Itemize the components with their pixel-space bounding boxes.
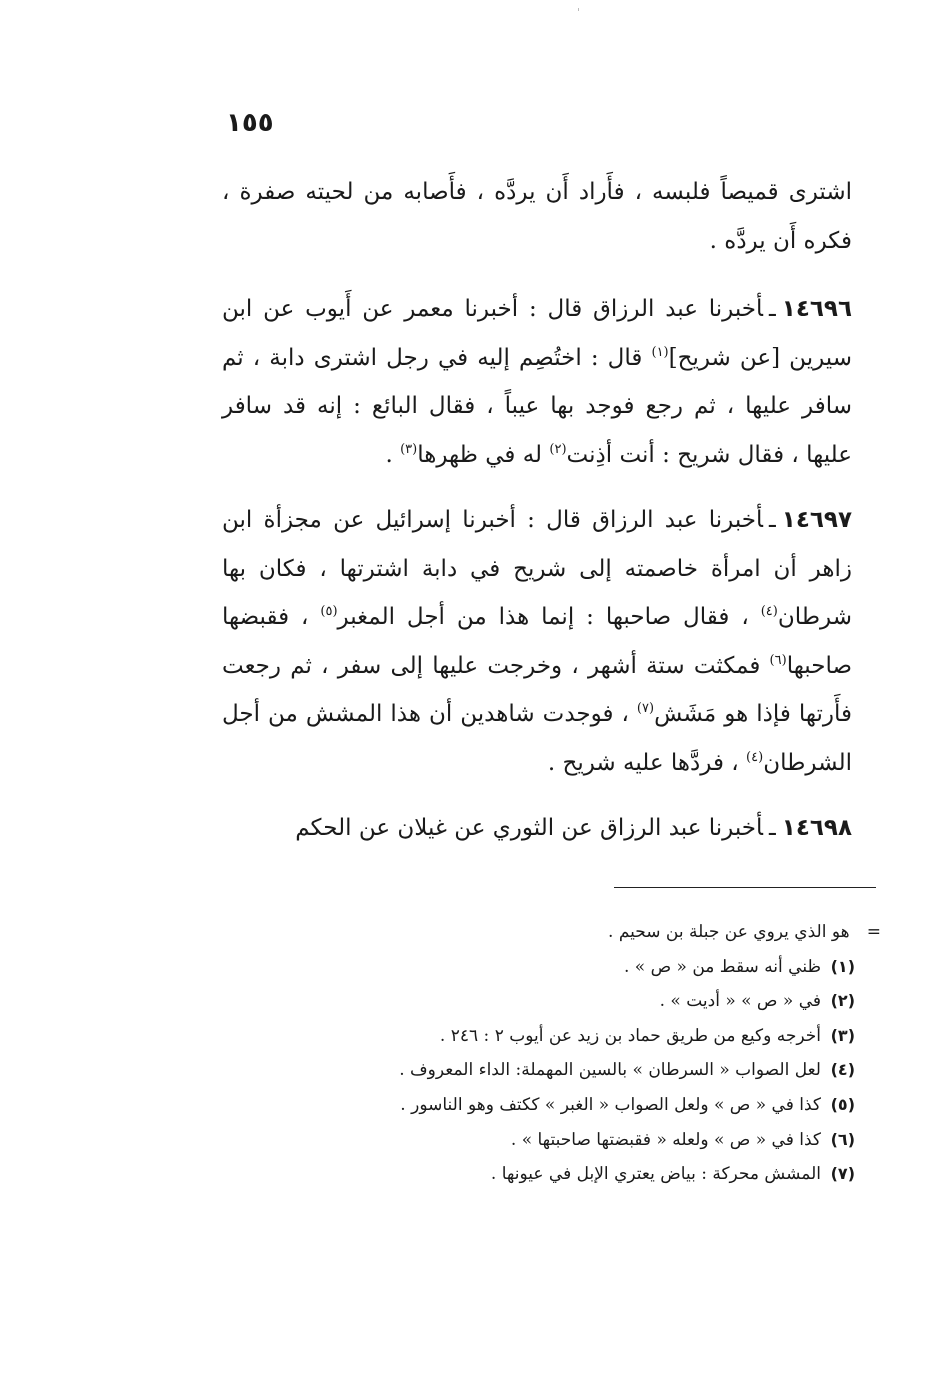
footnote-text: في « ص » « أديت » . <box>659 991 821 1012</box>
footnote-text: لعل الصواب « السرطان » بالسين المهملة: الداء المعروف . <box>399 1060 821 1081</box>
footnote-number: (٤) <box>830 1060 855 1080</box>
hadith-text: ، فوجدت شاهدين أن هذا المشش من أجل الشرطان <box>222 701 852 776</box>
footnote-ref: (٥) <box>320 604 338 619</box>
main-text <box>222 168 852 870</box>
footnote-number: (١) <box>830 956 855 976</box>
hadith-text: قال : اختُصِم إليه في رجل اشترى دابة ، ثم سافر عليها ، ثم رجع فوجد بها عيباً ، فقال البائع : إنه قد سافر عليها ، فقال شريح : أنت أذِنت <box>222 344 852 468</box>
footnote-number: (٧) <box>830 1164 855 1184</box>
hadith-number: ١٤٦٩٨ <box>781 815 852 841</box>
hadith-number: ١٤٦٩٧ <box>781 507 852 533</box>
footnote-ref: (٢) <box>549 441 567 457</box>
hadith-text: ، فردَّها عليه شريح . <box>547 749 747 776</box>
footnote-7 <box>321 1157 881 1192</box>
footnotes <box>321 915 881 1192</box>
footnote-6 <box>321 1123 881 1158</box>
hadith-text: . <box>385 441 401 468</box>
footnote-ref: (٤) <box>760 604 778 619</box>
footnote-number: (٣) <box>830 1025 855 1045</box>
hadith-text: أخبرنا عبد الرزاق قال : أخبرنا معمر عن أَيوب عن ابن سيرين [عن شريح] <box>222 296 852 371</box>
hadith-number: ١٤٦٩٦ <box>781 296 852 322</box>
footnote-ref: (٦) <box>769 652 787 668</box>
paragraph-text: اشترى قميصاً فلبسه ، فأَراد أَن يردَّه ، فأَصابه من لحيته صفرة ، فكره أَن يردَّه . <box>222 179 852 254</box>
hadith-text: ، فقال صاحبها : إنما هذا من أجل المغبر <box>337 604 761 630</box>
footnote-number: (٥) <box>830 1094 855 1114</box>
footnote-2 <box>321 984 881 1019</box>
hadith-text: ، فقبضها صاحبها <box>222 604 852 679</box>
footnote-ref: (٧) <box>636 701 655 716</box>
continuation-marker: = <box>866 922 881 942</box>
footnote-separator <box>614 887 876 888</box>
footnote-text: أخرجه وكيع من طريق حماد بن زيد عن أيوب ٢ : ٢٤٦ . <box>439 1025 821 1046</box>
footnote-3 <box>321 1019 881 1054</box>
footnote-text: كذا في « ص » ولعل الصواب « الغبر » ككتف وهو الناسور . <box>400 1094 821 1115</box>
hadith-dash: ـ <box>769 815 776 841</box>
footnote-5 <box>321 1088 881 1123</box>
footnote-text: المشش محركة : بياض يعتري الإبل في عيونها . <box>490 1164 821 1185</box>
hadith-text: فمكثت ستة أشهر ، وخرجت عليها إلى سفر ، ثم رجعت فأَرتها فإذا هو مَشَش <box>222 652 852 727</box>
footnote-number: (٢) <box>830 991 855 1011</box>
footnote-ref: (١) <box>651 344 669 360</box>
hadith-text: أخبرنا عبد الرزاق قال : أخبرنا إسرائيل عن مجزأة ابن زاهر أن امرأة خاصمته إلى شريح في دابة اشترتها ، فكان بها شرطان <box>222 507 852 630</box>
footnote-text: ظني أنه سقط من « ص » . <box>623 956 821 977</box>
footnote-ref: (٤) <box>746 749 764 765</box>
hadith-dash: ـ <box>769 296 776 322</box>
hadith-14697 <box>222 496 852 787</box>
footnote-text: كذا في « ص » ولعله « فقبضتها صاحبتها » . <box>510 1129 821 1150</box>
footnote-text: هو الذي يروي عن جبلة بن سحيم . <box>608 922 850 942</box>
page-number: ١٥٥ <box>226 108 274 138</box>
paragraph-continuation <box>222 168 852 265</box>
footnote-4 <box>321 1053 881 1088</box>
hadith-text: له في ظهرها <box>417 441 550 468</box>
hadith-dash: ـ <box>769 507 776 533</box>
hadith-text: أخبرنا عبد الرزاق عن الثوري عن غيلان عن الحكم <box>295 815 764 841</box>
hadith-14696 <box>222 285 852 479</box>
footnote-ref: (٣) <box>400 441 418 457</box>
footnote-continuation <box>321 915 881 950</box>
hadith-14698 <box>222 804 852 853</box>
footnote-number: (٦) <box>830 1129 855 1149</box>
footnote-1 <box>321 950 881 985</box>
scan-speck <box>578 8 579 11</box>
